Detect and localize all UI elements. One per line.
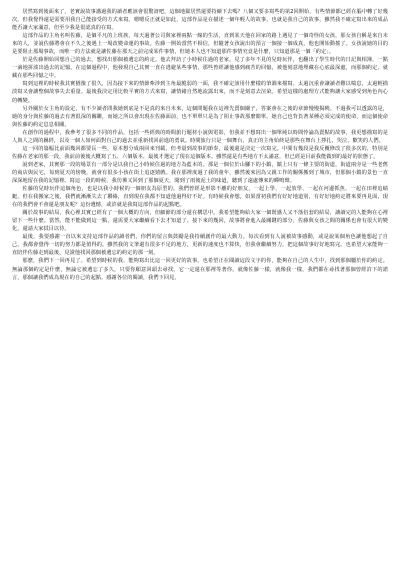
paragraph-5: 另外關於女主角的設定，有不少讀者問我她到底是不是真的來自未來，這個問題我在這裡先賣個關子，答案會在之後的章節慢慢揭曉。不過我可以透露的是，她的身分與佐藤的過去有著很深的關聯，而她之所以會出現在佐藤面前，也不單單只是為了阻止事故那麼簡單。她自己也背負著某種必須完成的使命，而這個使命與佐藤的約定息息相關。 xyxy=(12,105,388,128)
paragraph-8: 說到老家，其實那一段的場景有一部分是以我自己小時候住過的地方為藍本的。那是一個位於山腳下的小鎮，鎮上只有一條主要的街道，街道兩旁是一些老舊的商店與民宅，每到夏天的傍晚，就會有很多小孩在街上追逐嬉戲。我在那裡度過了我的童年，雖然後來因為父親工作的關係搬到了城市，但那個小鎮的景色一直深深地留在我的記憶裡。寫這一段的時候，我彷彿又回到了那個夏天，聞到了雨後泥土的味道，聽到了遠處傳來的蟬鳴聲。 xyxy=(12,161,388,184)
paragraph-7: 這一回的篇幅比前面幾回都要長一些，原本想分成兩回來刊載，但考量到故事的節奏，最後還是決定一次寫完。中間有幾段是我反覆修改了很多次的，特別是佐藤在老家的那一段，我前前後後大概寫了五、六個版本，最後才選定了現在這個版本。雖然還是有些地方不太滿意，但已經是目前我能做到的最好的狀態了。 xyxy=(12,145,388,160)
paragraph-1: 居然寫到後面來了，老實說故事講過我的讀者應該會很驚訝吧，這個地獄居然還要持續下去嗎？八個又要多寫些的第2回開始，有些情節都已經在腦中轉了好幾次，但我覺得還是需要用我自己能接受的方式來寫。嗯嗯反正就是如此，這部作品是在描述一個年輕人的故事，也就是我自己的故事，雖然我不確定寫出來的成品能否讓大家滿意，但至少我是很認真的在寫。 xyxy=(12,9,388,32)
paragraph-11: 最後，我要感謝一直以來支持這部作品的讀者們，你們的留言與鼓勵是我持續創作的最大動力。每次看到有人說被故事感動，或是說某個角色讓他想起了自己，我都會覺得一切的努力都是值得的。雖然我的文筆還有很多不足的地方，更新的速度也不算快，但我會繼續努力，把這個故事好好地寫完。也希望大家能夠一直陪伴佐藤走到最後，見證他找回那個被遺忘的約定的那一刻。 xyxy=(12,234,388,257)
paragraph-4: 寫到這裡的時候我其實猶豫了很久，因為接下來的情節牽涉到主角最脆弱的一面，我不確定該用什麼樣的筆調來描寫。太過沉重會讓讀者難以喘息，太過輕描淡寫又會讓整個故事失去重量。最後我決定用比較平實的方式來寫，讓情緒自然地流露出來，而不是刻意去渲染。希望這樣的處理方式能夠讓大家感受到角色內心的轉變。 xyxy=(12,81,388,104)
paragraph-2: 這部作品的主角名叫佐藤，是個平凡的上班族，每天過著公司與家裡兩點一線的生活，直到某天他在回家的路上遇見了一個奇怪的女孩，那女孩自稱是來自未來的人，並說佐藤將會在不久之後遇上一場改變命運的事故。佐藤一開始當然不相信，但隨著女孩說出的預言一個接一個成真，他也開始動搖了。女孩說她的目的是要阻止那場事故，而唯一的方法就是讓佐藤在那天之前完成某件事情，但她本人也不知道那件事情究竟是什麼，只知道那是一個「約定」。 xyxy=(12,33,388,56)
paragraph-6: 在創作的過程中，我參考了很多不同的作品，包括一些經典的時間旅行題材小說與電影，但我並不想寫出一個單純以時間悖論為賣點的故事，我更想描寫的是人與人之間的羈絆，以及一個人如何面對自己的過去並重新找回前進的勇氣。時間旅行只是一個舞台，真正的主角始終是那些在舞台上掙扎、哭泣、歡笑的人們。 xyxy=(12,129,388,144)
paragraph-12: 那麼，我們下一回再見了。希望到時候的我，能夠寫出比這一回更好的故事。也希望正在閱讀這段文字的你，能夠在自己的人生中，找到那個屬於你的約定。無論那個約定是什麼，無論它被遺忘了多久，只要你願意回頭去尋找，它一定還在那裡等著你。就像佐藤一樣，就像我一樣，我們都在尋找著那個曾經許下的諾言，那個讓我們成為現在的自己的起點。感謝各位的閱讀，我們下回見。 xyxy=(12,258,388,281)
paragraph-10: 關於故事的結局，我心裡其實已經有了一個大概的方向，但細節的部分還在構思中。我希望能夠給大家一個既感人又不落俗套的結局，讓讀完的人能夠在心裡留下一些什麼。當然，能不能做到這一點，還需要大家繼續看下去才知道了。接下來的幾回，故事將會進入最關鍵的部分，佐藤與女孩之間的關係也會有很大的變化，還請大家拭目以待。 xyxy=(12,210,388,233)
paragraph-9: 佐藤的兒時玩伴這個角色，也是以我小時候的一個朋友為原型的。我們曾經是形影不離的好朋友，一起上學、一起放學、一起在河邊抓魚、一起在田裡追蜻蜓。但在我搬家之後，我們就漸漸失去了聯絡，直到現在我都不知道他過得好不好。有時候我會想，如果當初我們有好好地道別，有好好地約定將來要再見面，現在的我們會不會還是朋友呢？這份遺憾，或許就是我寫這部作品的起點吧。 xyxy=(12,186,388,209)
body-text xyxy=(12,8,388,560)
paragraph-3: 於是佐藤開始回想自己的過去，想找出那個被遺忘的約定。他去拜訪了小時候住過的老家，見了多年不見的兒時玩伴，也翻出了學生時代的日記與相簿，一點一滴地拼湊出過去的記憶。在這個過程中，他發現自己其實一直在逃避某些事情，那些曾經讓他感到痛苦的回憶，被他刻意地埋藏在心底最深處，而那個約定，就藏在那些回憶之中。 xyxy=(12,57,388,80)
